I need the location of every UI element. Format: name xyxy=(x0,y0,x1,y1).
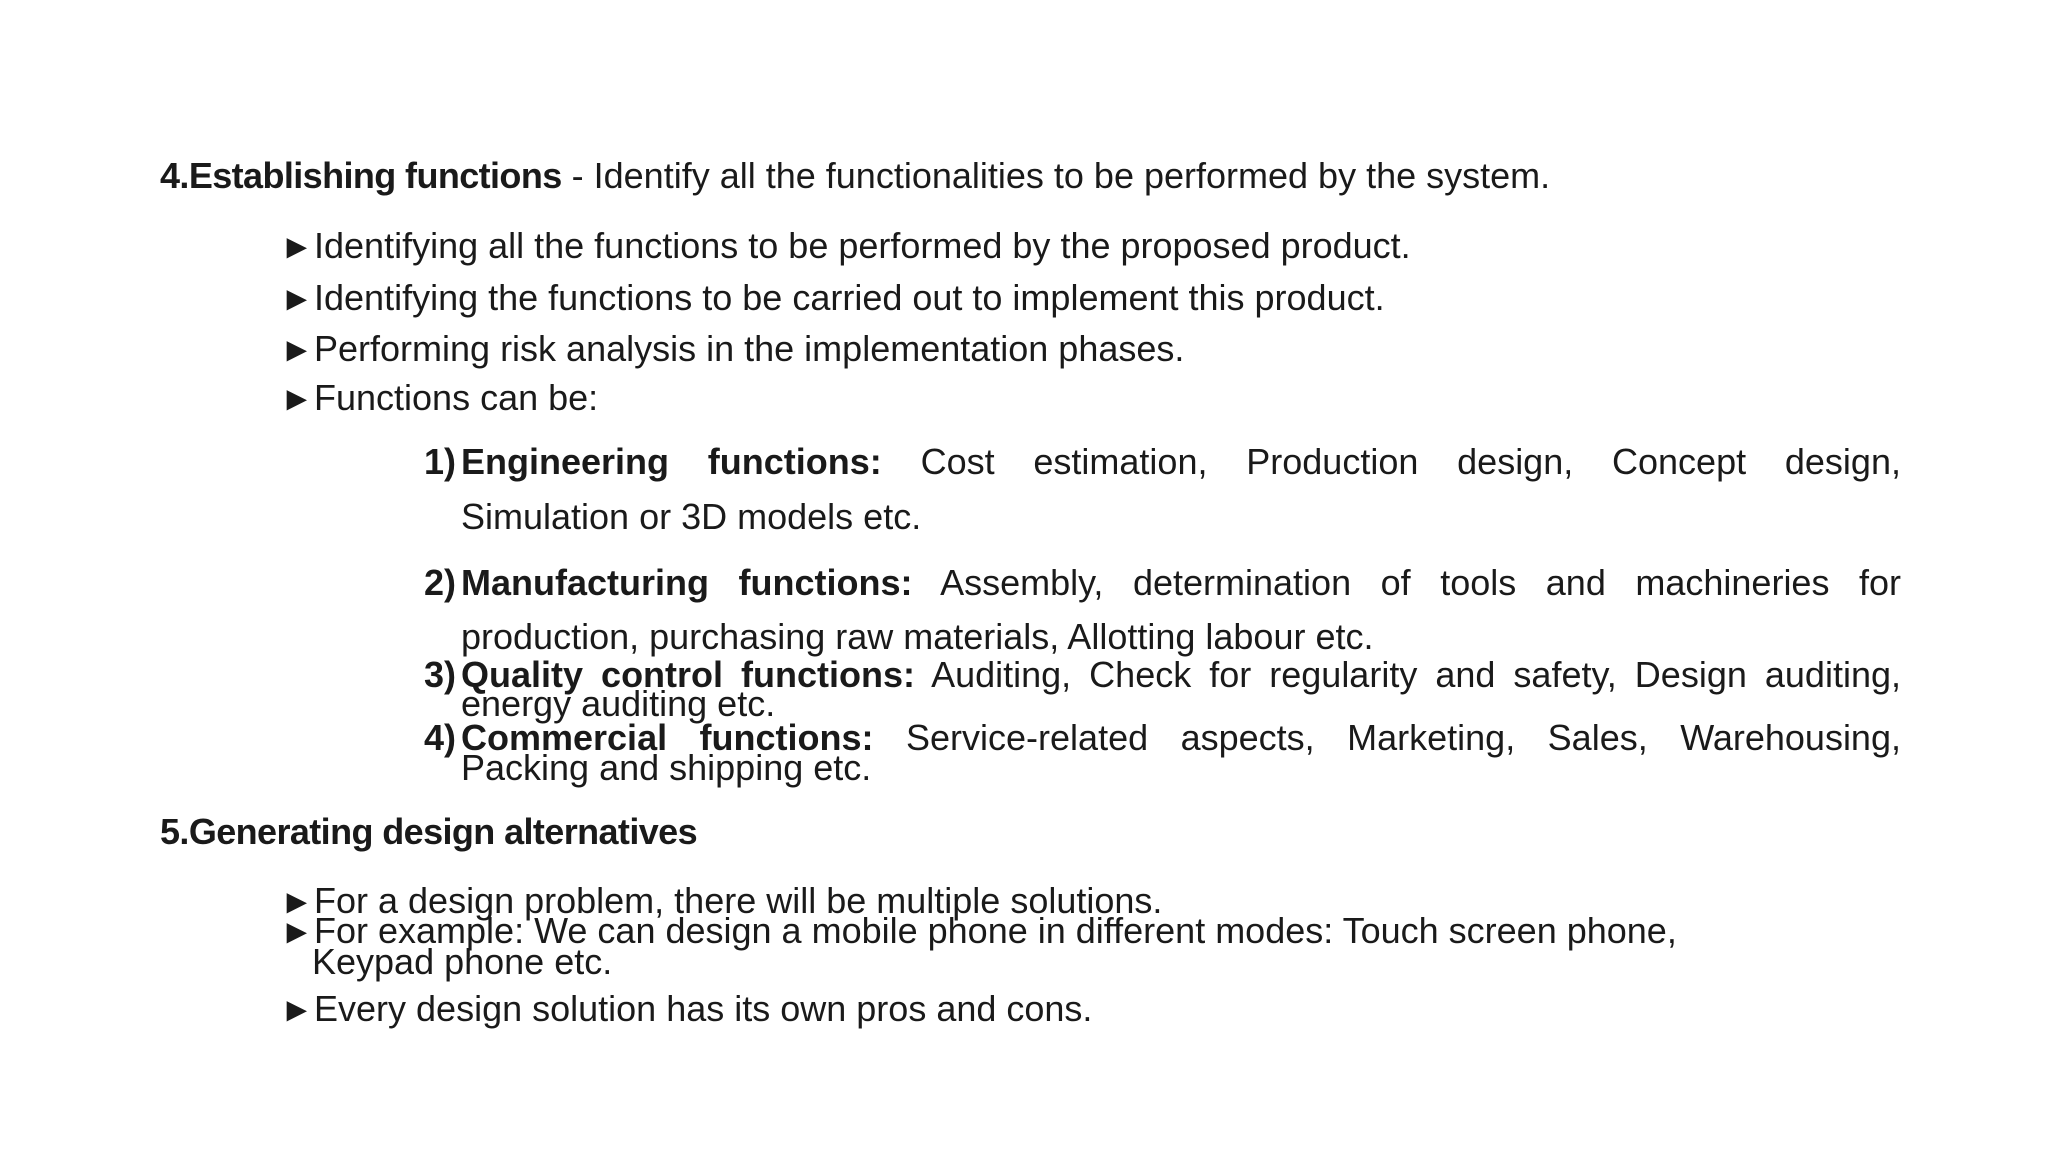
right-pointer-triangle-icon: ► xyxy=(280,913,314,951)
section-4-title: 4.Establishing functions xyxy=(160,155,562,196)
list-item-continuation: energy auditing etc. xyxy=(461,683,776,724)
bullet-continuation xyxy=(312,940,612,984)
list-item-text: Cost estimation, Production design, Concept design, xyxy=(920,441,1901,482)
list-item-continuation: Simulation or 3D models etc. xyxy=(461,496,922,537)
bullet-text: Keypad phone etc. xyxy=(312,941,613,982)
bullet-item xyxy=(280,276,1385,321)
bullet-text: For example: We can design a mobile phone in different modes: Touch screen phone, xyxy=(314,910,1677,951)
list-item-engineering xyxy=(461,440,1901,539)
bullet-text: For a design problem, there will be multiple solutions. xyxy=(314,880,1163,921)
section-4-heading xyxy=(160,154,1550,198)
section-5-heading xyxy=(160,810,697,854)
heading-separator: - xyxy=(571,155,584,196)
bullet-item xyxy=(280,224,1411,269)
section-4-description: Identify all the functionalities to be performed by the system. xyxy=(593,155,1551,196)
list-item-text: Assembly, determination of tools and machineries for xyxy=(940,562,1902,603)
list-number: 4) xyxy=(424,717,457,758)
bullet-text: Performing risk analysis in the implementation phases. xyxy=(314,328,1185,369)
bullet-text: Identifying all the functions to be performed by the proposed product. xyxy=(314,225,1411,266)
bullet-item xyxy=(280,376,598,421)
right-pointer-triangle-icon: ► xyxy=(280,228,314,266)
list-item-label: Engineering functions: xyxy=(461,441,882,482)
bullet-text: Identifying the functions to be carried out to implement this product. xyxy=(314,277,1385,318)
right-pointer-triangle-icon: ► xyxy=(280,280,314,318)
list-number: 1) xyxy=(424,441,457,482)
right-pointer-triangle-icon: ► xyxy=(280,331,314,369)
bullet-item xyxy=(280,987,1092,1032)
bullet-text: Functions can be: xyxy=(314,377,599,418)
list-number: 3) xyxy=(424,654,457,695)
list-item-label: Commercial functions: xyxy=(461,717,874,758)
right-pointer-triangle-icon: ► xyxy=(280,991,314,1029)
list-item-label: Quality control functions: xyxy=(461,654,916,695)
bullet-text: Every design solution has its own pros and cons. xyxy=(314,988,1093,1029)
list-number: 2) xyxy=(424,562,457,603)
list-item-text: Service-related aspects, Marketing, Sales, Warehousing, xyxy=(906,717,1901,758)
list-item-continuation: Packing and shipping etc. xyxy=(461,747,872,788)
list-item-continuation: production, purchasing raw materials, Allotting labour etc. xyxy=(461,616,1374,657)
list-item-manufacturing xyxy=(461,561,1901,659)
section-5-title: 5.Generating design alternatives xyxy=(160,811,697,852)
list-item-commercial xyxy=(461,716,1901,790)
right-pointer-triangle-icon: ► xyxy=(280,883,314,921)
bullet-item xyxy=(280,327,1184,372)
list-item-label: Manufacturing functions: xyxy=(461,562,913,603)
right-pointer-triangle-icon: ► xyxy=(280,380,314,418)
list-item-text: Auditing, Check for regularity and safety, Design auditing, xyxy=(931,654,1901,695)
